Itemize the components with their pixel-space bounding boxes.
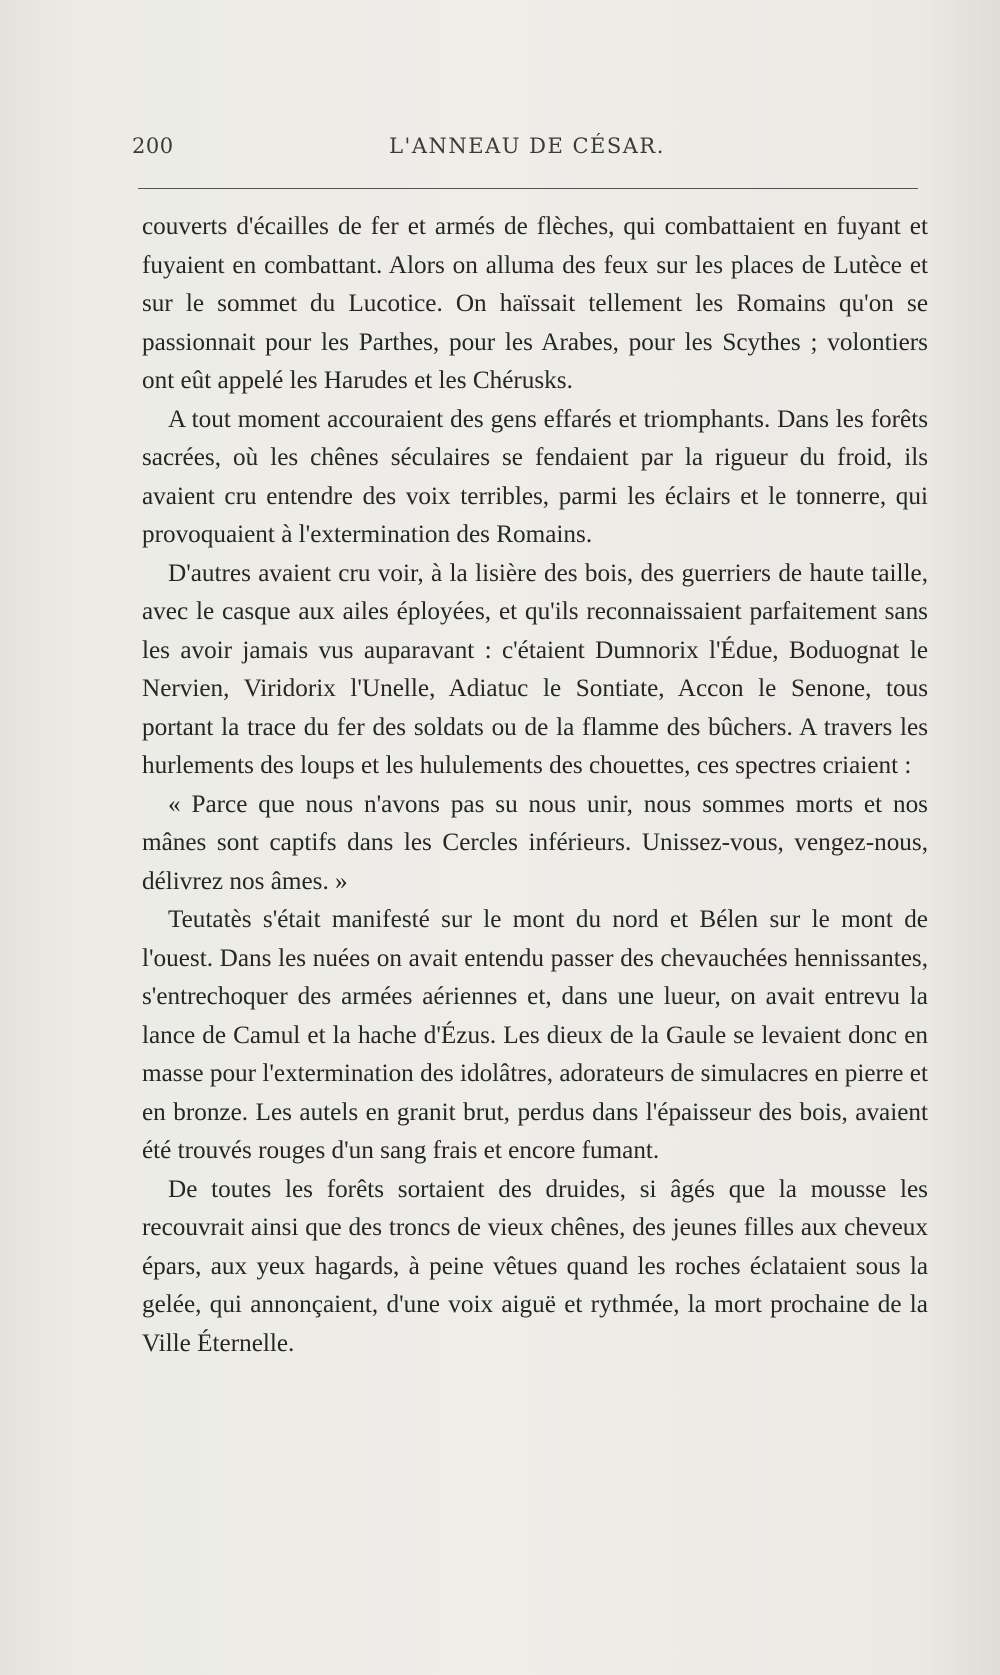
paragraph: A tout moment accouraient des gens effarés et triomphants. Dans les forêts sacrées, où les chênes séculaires se fendaient par la rigueur du froid, ils avaient cru entendre des voix terribles, parmi les éclairs et le tonnerre, qui provoquaient à l'extermination des Romains. <box>142 405 928 548</box>
paragraph: Teutatès s'était manifesté sur le mont du nord et Bélen sur le mont de l'ouest. Dans les nuées on avait entendu passer des chevauchées hennissantes, s'entrechoquer des armées aériennes et, dans une lueur, on avait entrevu la lance de Camul et la hache d'Ézus. Les dieux de la Gaule se levaient donc en masse pour l'extermination des idolâtres, adorateurs de simulacres en pierre et en bronze. Les autels en granit brut, perdus dans l'épaisseur des bois, avaient été trouvés rouges d'un sang frais et encore fumant. <box>142 906 928 1164</box>
paragraph: couverts d'écailles de fer et armés de flèches, qui combattaient en fuyant et fuyaient en combattant. Alors on alluma des feux sur les places de Lutèce et sur le sommet du Lucotice. On haïssait tellement les Romains qu'on se passionnait pour les Parthes, pour les Arabes, pour les Scythes ; volontiers ont eût appelé les Harudes et les Chérusks. <box>142 213 928 394</box>
header-rule <box>138 188 918 189</box>
page-header <box>132 134 922 174</box>
paragraph: De toutes les forêts sortaient des druides, si âgés que la mousse les recouvrait ainsi que des troncs de vieux chênes, des jeunes filles aux cheveux épars, aux yeux hagards, à peine vêtues quand les roches éclataient sous la gelée, qui annonçaient, d'une voix aiguë et rythmée, la mort prochaine de la Ville Éternelle. <box>142 1175 928 1357</box>
page-number: 200 <box>132 134 174 158</box>
running-title: L'ANNEAU DE CÉSAR. <box>389 134 665 158</box>
body-text <box>142 208 928 1363</box>
paragraph: D'autres avaient cru voir, à la lisière des bois, des guerriers de haute taille, avec le casque aux ailes éployées, et qu'ils reconnaissaient parfaitement sans les avoir jamais vus auparavant : c'étaient Dumnorix l'Édue, Boduognat le Nervien, Viridorix l'Unelle, Adiatuc le Sontiate, Accon le Senone, tous portant la trace du fer des soldats ou de la flamme des bûchers. A travers les hurlements des loups et les hululements des chouettes, ces spectres criaient : <box>142 559 928 779</box>
paragraph: « Parce que nous n'avons pas su nous unir, nous sommes morts et nos mânes sont captifs dans les Cercles inférieurs. Unissez-vous, vengez-nous, délivrez nos âmes. » <box>142 790 928 895</box>
